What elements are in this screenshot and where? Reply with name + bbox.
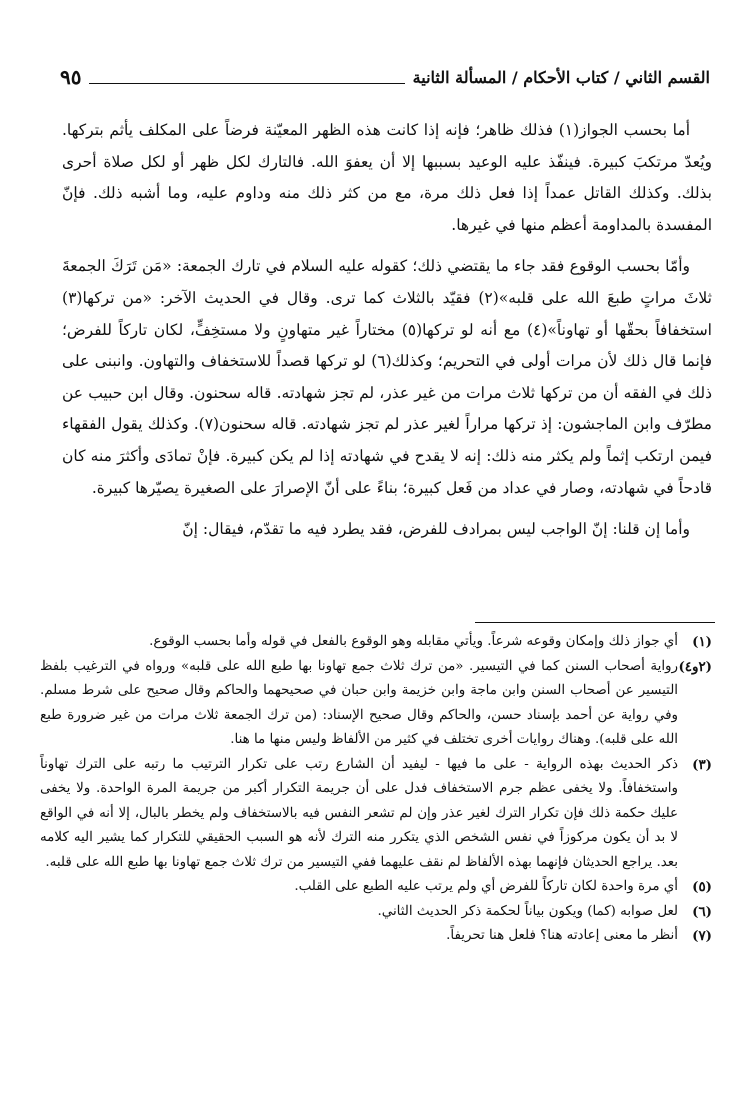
page-header: [60, 62, 710, 92]
footnote: [40, 924, 712, 949]
footnote: [40, 630, 712, 655]
footnote-text: رواية أصحاب السنن كما في التيسير. «من ترك ثلاث جمع تهاونا بها طبع الله على قلبه» ورواه في الترغيب بلفظ التيسير عن أصحاب السنن وابن ماجة وابن خزيمة وابن حبان في صحيحهما والحاكم وقال صحيح على شرط مسلم. وفي رواية عن أحمد بإسناد حسن، والحاكم وقال صحيح الإسناد: (من ترك الجمعة ثلاث مرات من غير ضرورة طبع الله على قلبه). وهناك روايات أخرى تختلف في كثير من الألفاظ وليس منها ما هنا.: [40, 658, 678, 747]
footnote-text: ذكر الحديث بهذه الرواية - على ما فيها - ليفيد أن الشارع رتب على تكرار الترتيب ما رتبه على الترك تهاوناً واستخفافاً. ولا يخفى عظم جرم الاستخفاف فدل على أن جريمة التكرار أكبر من جريمة المرة الواحدة. ولا يخفى عليك حكمة ذلك فإن تكرار الترك لغير عذر وإن لم تشعر النفس فيه بالاستخفاف ولم يخطر بالبال، إلا أنه في الواقع لا بد أن يكون مركوزاً في نفس الشخص الذي يتكرر منه الترك لأنه هو السبب الحقيقي للتكرار كما يشير اليه كلامه بعد. يراجع الحديثان فإنهما بهذه الألفاظ لم نقف عليهما ففي التيسير من ترك ثلاث جمع تهاونا بها طبع الله على قلبه.: [40, 756, 678, 870]
running-title: القسم الثاني / كتاب الأحكام / المسألة الثانية: [412, 67, 710, 87]
footnote-text: أي مرة واحدة لكان تاركاً للفرض أي ولم يرتب عليه الطبع على القلب.: [294, 879, 678, 894]
main-text: [62, 115, 712, 546]
footnotes: [40, 630, 712, 949]
footnote-number: (٥): [692, 879, 712, 895]
paragraph: وأمّا بحسب الوقوع فقد جاء ما يقتضي ذلك؛ كقوله عليه السلام في تارك الجمعة: «مَن تَرَكَ الجمعةَ ثلاثَ مراتٍ طبعَ الله على قلبه»(٢) فقيّد بالثلاث كما ترى. وقال في الحديث الآخر: «من تركها(٣) استخفافاً بحقّها أو تهاوناً»(٤) مع أنه لو تركها(٥) مختاراً غير متهاونٍ ولا مستخِفٍّ، لكان تاركاً للفرض؛ فإنما قال ذلك لأن مرات أولى في التحريم؛ وكذلك(٦) لو تركها قصداً للاستخفاف والتهاون. وانبنى على ذلك في الفقه أن من تركها ثلاث مرات من غير عذر، لم تجز شهادته. قاله سحنون. وقال ابن حبيب عن مطرّف وابن الماجشون: إذ تركها مراراً لغير عذر لم تجز شهادته. قاله سحنون(٧). وكذلك يقول الفقهاء فيمن ارتكب إثماً ولم يكثر منه ذلك: إنه لا يقدح في شهادته إذا لم يكن كبيرة. فإنْ تمادَى وأكثرَ منه كان قادحاً في شهادته، وصار في عداد من فَعل كبيرة؛ بناءً على أنّ الإصرارَ على الصغيرة يصيّرها كبيرة.: [62, 257, 712, 497]
footnote: [40, 875, 712, 900]
footnote-number: (٣): [692, 756, 712, 773]
footnote-number: (٦): [692, 903, 712, 920]
paragraph: أما بحسب الجواز(١) فذلك ظاهر؛ فإنه إذا كانت هذه الظهر المعيّنة فرضاً على المكلف يأثم بتركها. ويُعدّ مرتكبَ كبيرة. فينفّذ عليه الوعيد بسببها إلا أن يعفوَ الله. فالتارك لكل ظهر أو لكل صلاة أحرى بذلك. وكذلك القاتل عمداً إذا فعل ذلك مرة، مع من كثر ذلك منه وداوم عليه، وما أشبه ذلك. فإنّ المفسدة بالمداومة أعظم منها في غيرها.: [62, 121, 712, 234]
footnote: [40, 900, 712, 925]
footnote-text: لعل صوابه (كما) ويكون بياناً لحكمة ذكر الحديث الثاني.: [377, 903, 678, 919]
footnote: [40, 655, 712, 753]
footnote-text: أي جواز ذلك وإمكان وقوعه شرعاً. ويأتي مقابله وهو الوقوع بالفعل في قوله وأما بحسب الوقوع.: [149, 634, 678, 649]
footnote-text: أنظر ما معنى إعادته هنا؟ فلعل هنا تحريفاً.: [446, 928, 678, 943]
footnote-number: (١): [692, 634, 712, 650]
footnote-number: (٢و٤): [678, 658, 712, 675]
page-number: ٩٥: [60, 65, 82, 89]
paragraph: وأما إن قلنا: إنّ الواجب ليس بمرادف للفرض، فقد يطرد فيه ما تقدّم، فيقال: إنّ: [182, 520, 690, 539]
footnote-number: (٧): [692, 928, 712, 944]
footnote: [40, 753, 712, 876]
footnote-separator: [475, 622, 715, 623]
header-rule: [89, 83, 404, 84]
